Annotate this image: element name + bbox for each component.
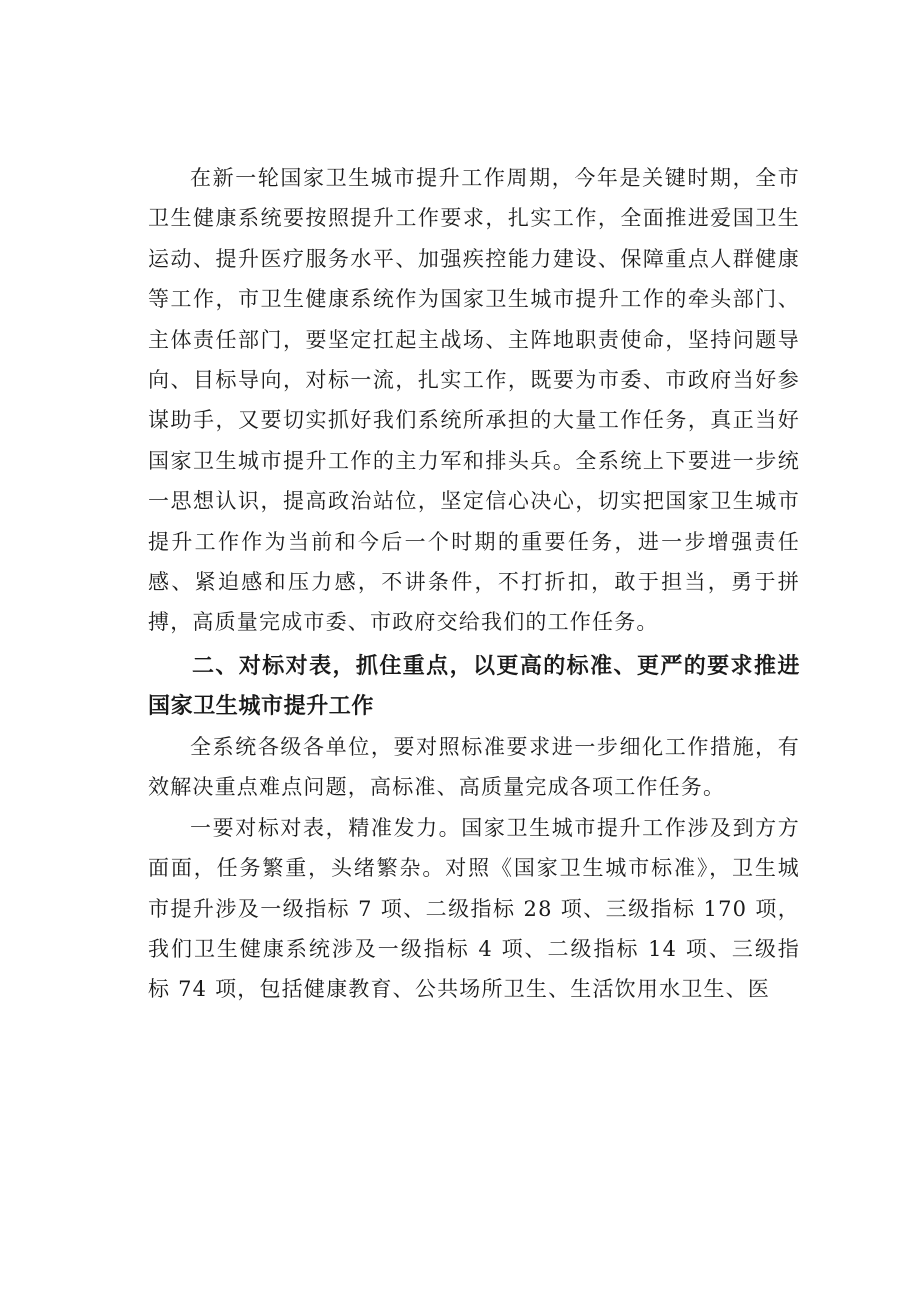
document-body [148,158,800,1010]
section-heading: 二、对标对表，抓住重点，以更高的标准、更严的要求推进国家卫生城市提升工作 [148,653,800,719]
body-paragraph-1: 在新一轮国家卫生城市提升工作周期，今年是关键时期，全市卫生健康系统要按照提升工作要求，扎实工作，全面推进爱国卫生运动、提升医疗服务水平、加强疾控能力建设、保障重点人群健康等工作，市卫生健康系统作为国家卫生城市提升工作的牵头部门、主体责任部门，要坚定扛起主战场、主阵地职责使命，坚持问题导向、目标导向，对标一流，扎实工作，既要为市委、市政府当好参谋助手，又要切实抓好我们系统所承担的大量工作任务，真正当好国家卫生城市提升工作的主力军和排头兵。全系统上下要进一步统一思想认识，提高政治站位，坚定信心决心，切实把国家卫生城市提升工作作为当前和今后一个时期的重要任务，进一步增强责任感、紧迫感和压力感，不讲条件，不打折扣，敢于担当，勇于拼搏，高质量完成市委、市政府交给我们的工作任务。 [148,166,800,635]
body-paragraph-3: 一要对标对表，精准发力。国家卫生城市提升工作涉及到方方面面，任务繁重，头绪繁杂。对照《国家卫生城市标准》，卫生城市提升涉及一级指标 7 项、二级指标 28 项、三级指标 170 项，我们卫生健康系统涉及一级指标 4 项、二级指标 14 项、三级指标 74 项，包括健康教育、公共场所卫生、生活饮用水卫生、医 [148,815,800,1002]
body-paragraph-2: 全系统各级各单位，要对照标准要求进一步细化工作措施，有效解决重点难点问题，高标准、高质量完成各项工作任务。 [148,734,800,800]
